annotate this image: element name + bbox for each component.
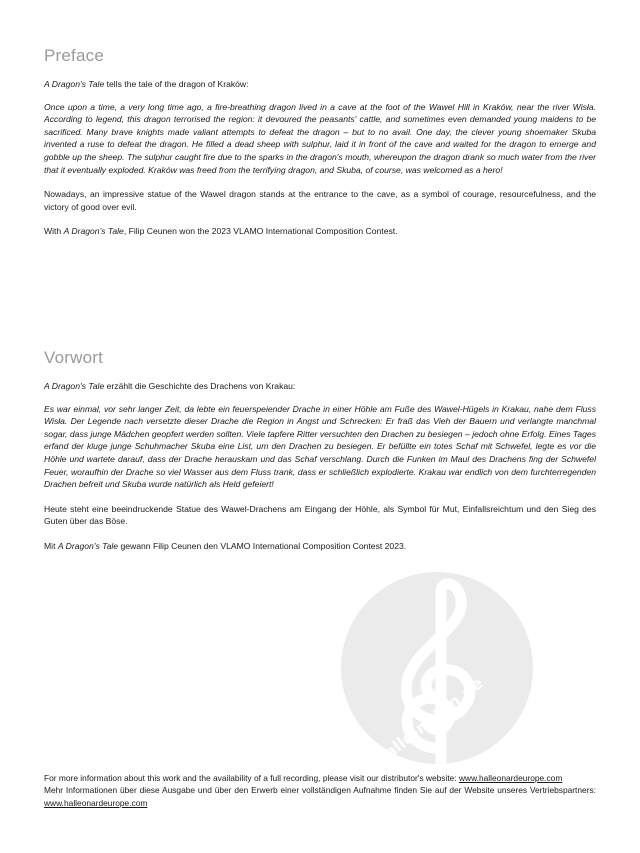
footer-german <box>44 784 596 809</box>
preface-award-title: A Dragon's Tale <box>63 226 124 237</box>
distributor-link-en[interactable]: www.halleonardeurope.com <box>458 773 563 783</box>
distributor-link-de[interactable]: www.halleonardeurope.com <box>44 797 148 808</box>
preface-lead-text: tells the tale of the dragon of Kraków: <box>104 79 249 89</box>
preface-section <box>44 46 596 250</box>
preface-statue: Nowadays, an impressive statue of the Wawel dragon stands at the entrance to the cave, as a symbol of courage, resourcefulness, and the victory of good over evil. <box>44 189 596 212</box>
vorwort-award-title: A Dragon's Tale <box>57 540 119 551</box>
vorwort-heading: Vorwort <box>44 348 104 367</box>
vorwort-lead-title: A Dragon's Tale <box>44 381 105 391</box>
preface-award-post: , Filip Ceunen won the 2023 VLAMO International Composition Contest. <box>123 226 398 237</box>
preface-story: Once upon a time, a very long time ago, a fire-breathing dragon lived in a cave at the foot of the Wawel Hill in Kraków, near the river Wisła. According to legend, this dragon terrorised the region: it devoured the peasants' cattle, and sometimes even demanded young maidens to be sacrificed. Many brave knights made valiant attempts to defeat the dragon – but to no avail. One day, the clever young shoemaker Skuba invented a ruse to defeat the dragon. He filled a dead sheep with sulphur, laid it in front of the cave and waited for the dragon to emerge and gobble up the sheep. The sulphur caught fire due to the sparks in the dragon's mouth, whereupon the dragon drank so much water from the river that it eventually exploded. Kraków was freed from the terrifying dragon, and Skuba, of course, was welcomed as a hero! <box>44 101 596 175</box>
preface-award-pre: With <box>44 226 64 237</box>
vorwort-lead-text: erzählt die Geschichte des Drachens von Krakau: <box>104 381 296 391</box>
preface-lead <box>44 78 596 91</box>
vorwort-story: Es war einmal, vor sehr langer Zeit, da lebte ein feuerspeiender Drache in einer Höhle am Fuße des Wawel-Hügels in Krakau, nahe dem Fluss Wisła. Der Legende nach versetzte dieser Drache die Region in Angst und Schrecken: Er fraß das Vieh der Bauern und verlangte manchmal sogar, dass junge Mädchen geopfert werden sollten. Viele tapfere Ritter versuchten den Drachen zu besiegen – jedoch ohne Erfolg. Eines Tages erfand der kluge junge Schuhmacher Skuba eine List, um den Drachen zu besiegen. Er befüllte ein totes Schaf mit Schwefel, legte es vor die Höhle und wartete darauf, dass der Drache herauskam und das Schaf verschlang. Durch die Funken im Maul des Drachens fing der Schwefel Feuer, woraufhin der Drache so viel Wasser aus dem Fluss trank, dass er schließlich explodierte. Krakau war endlich von dem furchterregenden Drachen befreit und Skuba wurde natürlich als Held gefeiert! <box>44 403 596 490</box>
preface-heading: Preface <box>44 46 104 65</box>
footer <box>44 772 596 809</box>
vorwort-award-pre: Mit <box>44 540 58 551</box>
treble-clef-icon <box>341 572 533 764</box>
footer-german-text: Mehr Informationen über diese Ausgabe und über den Erwerb einer vollständigen Aufnahme finden Sie auf der Website unseres Vertriebspartners: <box>44 785 596 796</box>
vorwort-statue: Heute steht eine beeindruckende Statue des Wawel-Drachens am Eingang der Höhle, als Symbol für Mut, Einfallsreichtum und den Sieg des Guten über das Böse. <box>44 503 596 527</box>
footer-english-text: For more information about this work and the availability of a full recording, please visit our distributor's website: <box>44 773 459 783</box>
preface-lead-title: A Dragon's Tale <box>44 79 105 89</box>
watermark-text: alle-noten.de <box>380 673 487 763</box>
vorwort-section <box>44 348 596 565</box>
vorwort-lead <box>44 380 596 393</box>
watermark <box>341 572 533 764</box>
footer-english <box>44 772 596 784</box>
vorwort-award <box>44 540 596 553</box>
preface-award <box>44 225 596 238</box>
vorwort-award-post: gewann Filip Ceunen den VLAMO International Composition Contest 2023. <box>118 540 407 551</box>
